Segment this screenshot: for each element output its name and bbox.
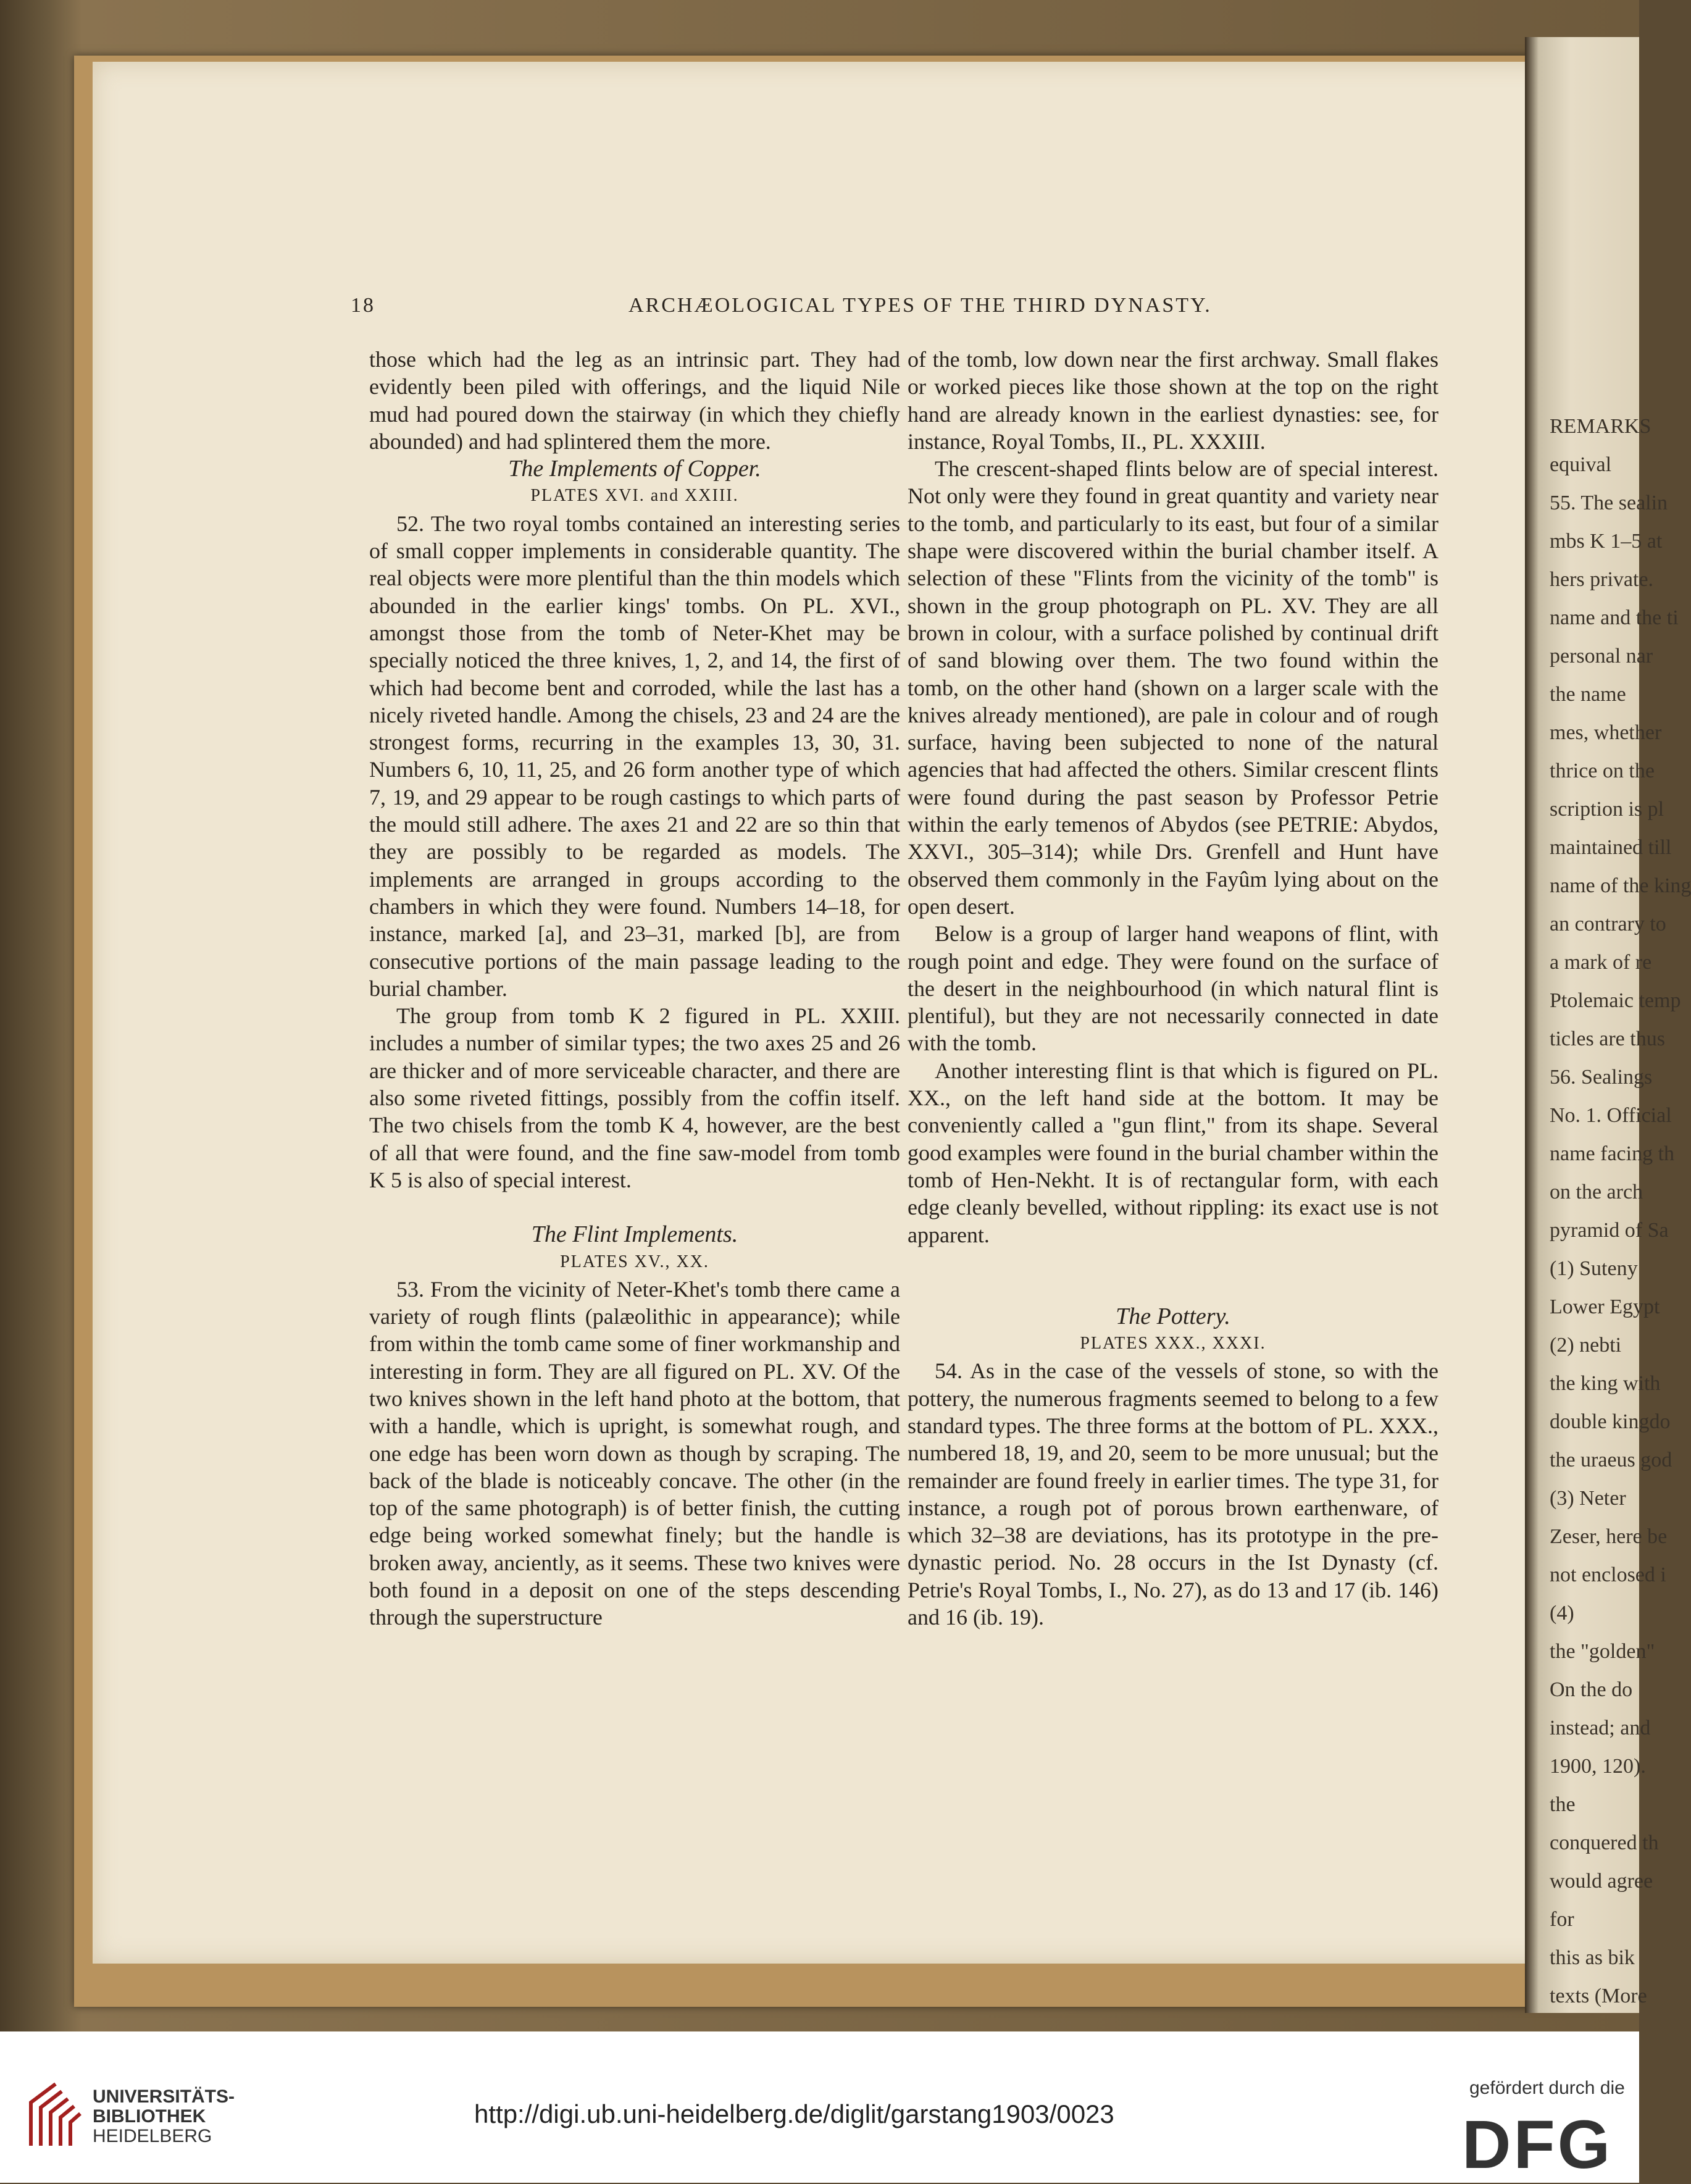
edge-text-line: the uraeus god bbox=[1550, 1449, 1672, 1471]
right-column bbox=[908, 346, 1438, 1631]
institution-line-1: UNIVERSITÄTS- bbox=[93, 2086, 235, 2107]
dfg-logo: DFG bbox=[1462, 2107, 1613, 2183]
edge-text-line: scription is pl bbox=[1550, 798, 1664, 821]
paragraph: The crescent-shaped flints below are of special interest. Not only were they found in great quantity and variety near to the tomb, and particularly to its east, but four of a similar shape were discovered within the burial chamber itself. A selection of these "Flints from the vicinity of the tomb" is shown in the group photograph on PL. XV. They are all brown in colour, with a surface polished by continual drift of sand blowing over them. The two found within the tomb, on the other hand (shown on a larger scale with the knives already mentioned), are pale in colour and of rough surface, having been subjected to none of the natural agencies that had affected the others. Similar crescent flints were found during the past season by Professor Petrie within the early temenos of Abydos (see PETRIE: Abydos, XXVI., 305–314); while Drs. Grenfell and Hunt have observed them commonly in the Fayûm lying about on the open desert. bbox=[908, 456, 1438, 919]
left-column bbox=[369, 346, 900, 1631]
edge-text-line: texts (More bbox=[1550, 1985, 1647, 2007]
paragraph: Another interesting flint is that which is figured on PL. XX., on the left hand side at the bottom. It may be conveniently called a "gun flint," from its shape. Several good examples were found in the burial chamber within the tomb of Hen-Nekht. It is of rectangular form, with each edge cleanly bevelled, without rippling: its exact use is not apparent. bbox=[908, 1058, 1438, 1247]
paragraph: 52. The two royal tombs contained an interesting series of small copper implements in considerable quantity. The real objects were more plentiful than the thin models which abounded in the earlier kings' tombs. On PL. XVI., amongst those from the tomb of Neter-Khet may be specially noticed the three knives, 1, 2, and 14, the first of which had become bent and corroded, while the last has a nicely riveted handle. Among the chisels, 23 and 24 are the strongest forms, recurring in the examples 13, 30, 31. Numbers 6, 10, 11, 25, and 26 form another type of which 7, 19, and 29 appear to be rough castings to which parts of the mould still adhere. The axes 21 and 22 are so thin that they are possibly to be regarded as models. The implements are arranged in groups according to the chambers in which they were found. Numbers 14–18, for instance, marked [a], and 23–31, marked [b], are from consecutive portions of the main passage leading to the burial chamber. bbox=[369, 511, 900, 1001]
paragraph: The group from tomb K 2 figured in PL. XXIII. includes a number of similar types; the two axes 25 and 26 are thicker and of more serviceable character, and there are also some riveted fittings, possibly from the coffin itself. The two chisels from the tomb K 4, however, are the best of all that were found, and the fine saw-model from tomb K 5 is also of special interest. bbox=[369, 1003, 900, 1192]
running-head-title: ARCHÆOLOGICAL TYPES OF THE THIRD DYNASTY. bbox=[628, 294, 1212, 317]
next-page-edge bbox=[1525, 37, 1691, 2013]
edge-text-line: the king with bbox=[1550, 1372, 1661, 1395]
edge-text-line: the "golden" bbox=[1550, 1640, 1655, 1663]
plates-reference: PLATES XVI. and XXIII. bbox=[530, 486, 739, 506]
edge-text-line: hers private. bbox=[1550, 568, 1654, 591]
section-heading: The Implements of Copper. bbox=[508, 456, 761, 482]
spacer bbox=[908, 1276, 1438, 1303]
section-heading: The Pottery. bbox=[1116, 1303, 1230, 1329]
university-library-name bbox=[93, 2087, 235, 2146]
edge-text-line: the bbox=[1550, 1793, 1576, 1816]
edge-text-line: 56. Sealings bbox=[1550, 1066, 1653, 1089]
section-heading: The Flint Implements. bbox=[531, 1221, 738, 1248]
edge-text-line: name of the king bbox=[1550, 874, 1691, 897]
edge-text-line: REMARKS bbox=[1550, 415, 1651, 438]
edge-text-line: Zeser, here be bbox=[1550, 1525, 1668, 1548]
edge-text-line: Lower Egypt bbox=[1550, 1295, 1660, 1318]
next-page-edge-text bbox=[1550, 408, 1691, 2015]
edge-text-line: thrice on the bbox=[1550, 759, 1655, 782]
spacer bbox=[908, 1249, 1438, 1276]
edge-text-line: Ptolemaic temp bbox=[1550, 989, 1681, 1012]
edge-text-line: on the arch bbox=[1550, 1181, 1643, 1203]
edge-text-line: mes, whether bbox=[1550, 721, 1662, 744]
edge-text-line: this as bik bbox=[1550, 1946, 1635, 1969]
funded-by-label: gefördert durch die bbox=[1469, 2078, 1625, 2098]
edge-text-line: (1) Suteny bbox=[1550, 1257, 1638, 1280]
edge-text-line: No. 1. Official bbox=[1550, 1104, 1672, 1127]
edge-text-line: double kingdo bbox=[1550, 1410, 1671, 1433]
edge-text-line: conquered th bbox=[1550, 1831, 1659, 1854]
permalink-url[interactable]: http://digi.ub.uni-heidelberg.de/diglit/garstang1903/0023 bbox=[474, 2099, 1114, 2128]
page-number: 18 bbox=[351, 294, 375, 317]
edge-text-line: 1900, 120). bbox=[1550, 1755, 1646, 1778]
paragraph: Below is a group of larger hand weapons of flint, with rough point and edge. They were found on the surface of the desert in the neighbourhood (in which natural flint is plentiful), but they are not necessarily connected in date with the tomb. bbox=[908, 921, 1438, 1056]
edge-text-line: the name bbox=[1550, 683, 1626, 706]
edge-text-line: ticles are thus bbox=[1550, 1027, 1665, 1050]
edge-text-line: for bbox=[1550, 1908, 1574, 1931]
spacer bbox=[369, 1194, 900, 1221]
plates-reference: PLATES XV., XX. bbox=[560, 1252, 709, 1271]
edge-text-line: a mark of re bbox=[1550, 951, 1652, 974]
edge-text-line: mbs K 1–5 at bbox=[1550, 530, 1663, 553]
paragraph: of the tomb, low down near the first archway. Small flakes or worked pieces like those shown at the top on the right hand are already known in the earliest dynasties: see, for instance, Royal Tombs, II., PL. XXXIII. bbox=[908, 347, 1438, 454]
institution-line-3: HEIDELBERG bbox=[93, 2126, 212, 2146]
edge-text-line: would agree bbox=[1550, 1870, 1653, 1893]
edge-text-line: 55. The sealin bbox=[1550, 492, 1668, 514]
edge-text-line: equival bbox=[1550, 453, 1612, 476]
edge-text-line: not enclosed i bbox=[1550, 1563, 1666, 1586]
paragraph: 53. From the vicinity of Neter-Khet's tomb there came a variety of rough flints (palæolithic in appearance); while from within the tomb came some of finer workmanship and interesting in form. They are all figured on PL. XV. Of the two knives shown in the left hand photo at the bottom, that with a handle, which is upright, is somewhat rough, and one edge has been worn down as though by scraping. The back of the blade is noticeably concave. The other (in the top of the same photograph) is of better finish, the cutting edge being worked somewhat finely; but the handle is broken away, anciently, as it seems. These two knives were both found in a deposit on one of the steps descending through the superstructure bbox=[369, 1276, 900, 1630]
edge-text-line: name and the ti bbox=[1550, 606, 1679, 629]
edge-text-line: an contrary to bbox=[1550, 913, 1666, 935]
paragraph: those which had the leg as an intrinsic part. They had evidently been piled with offerings, and the liquid Nile mud had poured down the stairway (in which they chiefly abounded) and had splintered them the more. bbox=[369, 347, 900, 454]
edge-text-line: name facing th bbox=[1550, 1142, 1675, 1165]
edge-text-line: (4) bbox=[1550, 1602, 1574, 1625]
edge-text-line: maintained till bbox=[1550, 836, 1672, 859]
paragraph: 54. As in the case of the vessels of stone, so with the pottery, the numerous fragments seemed to belong to a few standard types. The three forms at the bottom of PL. XXX., numbered 18, 19, and 20, seem to be more unusual; but the remainder are found freely in earlier times. The type 31, for instance, a rough pot of porous brown earthenware, of which 32–38 are deviations, has its prototype in the pre-dynastic period. No. 28 occurs in the Ist Dynasty (cf. Petrie's Royal Tombs, I., No. 27), as do 13 and 17 (ib. 146) and 16 (ib. 19). bbox=[908, 1358, 1438, 1630]
institution-line-2: BIBLIOTHEK bbox=[93, 2106, 206, 2127]
edge-text-line: On the do bbox=[1550, 1678, 1633, 1701]
edge-text-line: pyramid of Sa bbox=[1550, 1219, 1669, 1242]
edge-text-line: instead; and bbox=[1550, 1717, 1651, 1739]
edge-text-line: (2) nebti bbox=[1550, 1334, 1622, 1357]
footer-bar bbox=[0, 2031, 1639, 2183]
edge-text-line: personal nar bbox=[1550, 645, 1653, 667]
edge-text-line: (3) Neter bbox=[1550, 1487, 1626, 1510]
plates-reference: PLATES XXX., XXXI. bbox=[1080, 1334, 1266, 1353]
